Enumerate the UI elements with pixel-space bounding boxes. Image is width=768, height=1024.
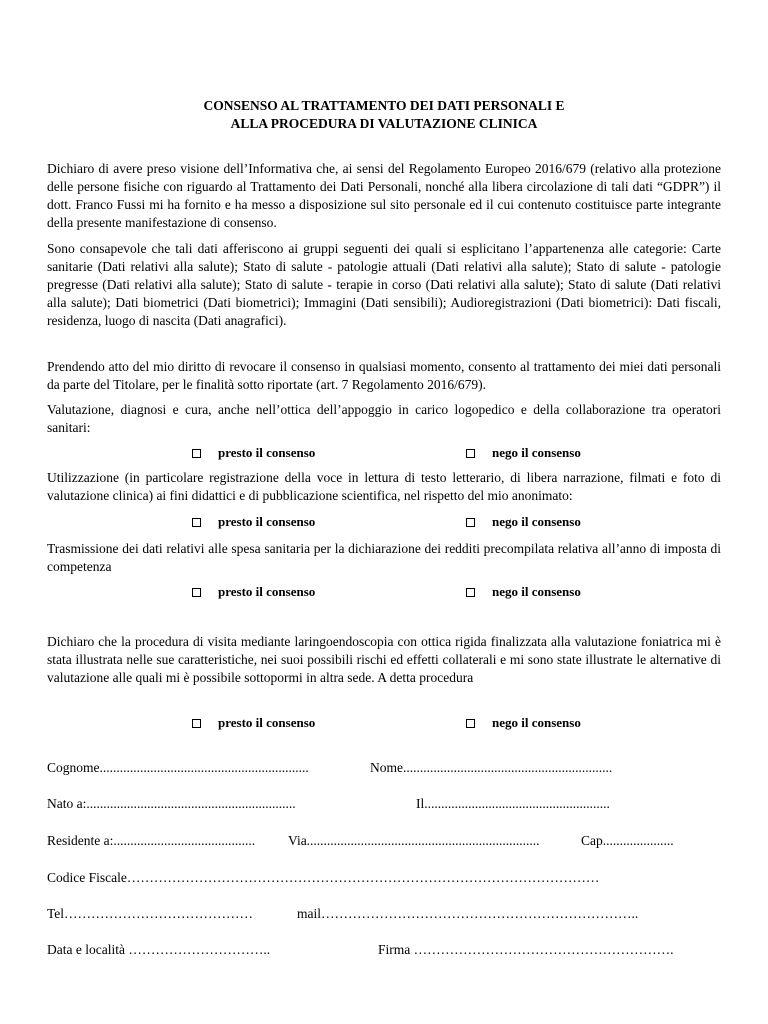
consent-deny-option-3[interactable] — [466, 583, 581, 601]
consent-deny-label: nego il consenso — [492, 514, 581, 529]
firma-field[interactable]: Firma …………………………………………………. — [378, 942, 674, 957]
cap-field[interactable]: Cap..................... — [581, 833, 674, 848]
paragraph-categorie-dati: Sono consapevole che tali dati afferiscono ai gruppi seguenti dei quali si esplicitano l’appartenenza alle categorie: Carte sanitarie (Dati relativi alla salute); Stato di salute - patologie attuali (Dati relativi alla salute); Stato di salute - patologie pregresse (Dati relativi alla salute); Stato di salute - terapie in corso (Dati relativi alla salute); Stato di salute (Dati relativi alla salute); Dati biometrici (Dati biometrici); Immagini (Dati sensibili); Audioregistrazioni (Dati biometrici): Dati fiscali, residenza, luogo di nascita (Dati anagrafici). — [47, 241, 721, 328]
paragraph-laringoendoscopia: Dichiaro che la procedura di visita mediante laringoendoscopia con ottica rigida finalizzata alla valutazione foniatrica mi è stata illustrata nelle sue caratteristiche, nei suoi possibili rischi ed effetti collaterali e mi sono state illustrate le alternative di valutazione alle quali mi è possibile sottopormi in altra sede. A detta procedura — [47, 634, 721, 685]
paragraph-informativa: Dichiaro di avere preso visione dell’Informativa che, ai sensi del Regolamento Europeo 2016/679 (relativo alla protezione delle persone fisiche con riguardo al Trattamento dei Dati Personali, nonché alla libera circolazione di tali dati “GDPR”) il dott. Franco Fussi mi ha fornito e ha messo a disposizione sul sito personale ed il cui contenuto costituisce parte integrante della presente manifestazione di consenso. — [47, 161, 721, 230]
checkbox-icon[interactable] — [466, 588, 475, 597]
form-title-line-1: CONSENSO AL TRATTAMENTO DEI DATI PERSONALI E — [203, 98, 565, 113]
telefono-field[interactable]: Tel…………………………………… — [47, 906, 254, 921]
nome-field[interactable]: Nome.............................................................. — [370, 760, 613, 775]
checkbox-icon[interactable] — [192, 719, 201, 728]
paragraph-trasmissione-spesa-sanitaria: Trasmissione dei dati relativi alle spesa sanitaria per la dichiarazione dei redditi precompilata relativa all’anno di imposta di competenza — [47, 541, 721, 574]
consent-deny-label: nego il consenso — [492, 445, 581, 460]
paragraph-valutazione-diagnosi: Valutazione, diagnosi e cura, anche nell’ottica dell’appoggio in carico logopedico e della collaborazione tra operatori sanitari: — [47, 402, 721, 435]
consent-give-label: presto il consenso — [218, 514, 316, 529]
consent-give-label: presto il consenso — [218, 584, 316, 599]
paragraph-utilizzazione-didattica: Utilizzazione (in particolare registrazione della voce in lettura di testo letterario, di libera narrazione, filmati e foto di valutazione clinica) ai fini didattici e di pubblicazione scientifica, nel rispetto del mio anonimato: — [47, 470, 721, 503]
consent-deny-label: nego il consenso — [492, 584, 581, 599]
email-field[interactable]: mail…………………………………………………………….. — [297, 906, 639, 921]
data-nascita-field[interactable]: Il....................................................... — [416, 796, 610, 811]
consent-give-option-2[interactable] — [192, 513, 315, 531]
checkbox-icon[interactable] — [466, 518, 475, 527]
consent-give-option-3[interactable] — [192, 583, 315, 601]
consent-give-option-1[interactable] — [192, 444, 315, 462]
consent-give-label: presto il consenso — [218, 715, 316, 730]
via-field[interactable]: Via..................................................................... — [288, 833, 540, 848]
consent-deny-option-2[interactable] — [466, 513, 581, 531]
consent-deny-option-4[interactable] — [466, 714, 581, 732]
consent-give-option-4[interactable] — [192, 714, 315, 732]
checkbox-icon[interactable] — [466, 449, 475, 458]
checkbox-icon[interactable] — [466, 719, 475, 728]
luogo-nascita-field[interactable]: Nato a:.............................................................. — [47, 796, 296, 811]
consent-deny-label: nego il consenso — [492, 715, 581, 730]
form-title-line-2: ALLA PROCEDURA DI VALUTAZIONE CLINICA — [230, 116, 538, 131]
codice-fiscale-field[interactable]: Codice Fiscale…………………………………………………………………………………………… — [47, 870, 600, 885]
checkbox-icon[interactable] — [192, 518, 201, 527]
checkbox-icon[interactable] — [192, 449, 201, 458]
paragraph-revoca-consenso: Prendendo atto del mio diritto di revocare il consenso in qualsiasi momento, consento al trattamento dei miei dati personali da parte del Titolare, per le finalità sotto riportate (art. 7 Regolamento 2016/679). — [47, 359, 721, 392]
consent-give-label: presto il consenso — [218, 445, 316, 460]
checkbox-icon[interactable] — [192, 588, 201, 597]
residenza-field[interactable]: Residente a:.......................................... — [47, 833, 256, 848]
data-localita-field[interactable]: Data e località ………………………….. — [47, 942, 271, 957]
consent-deny-option-1[interactable] — [466, 444, 581, 462]
cognome-field[interactable]: Cognome.............................................................. — [47, 760, 309, 775]
